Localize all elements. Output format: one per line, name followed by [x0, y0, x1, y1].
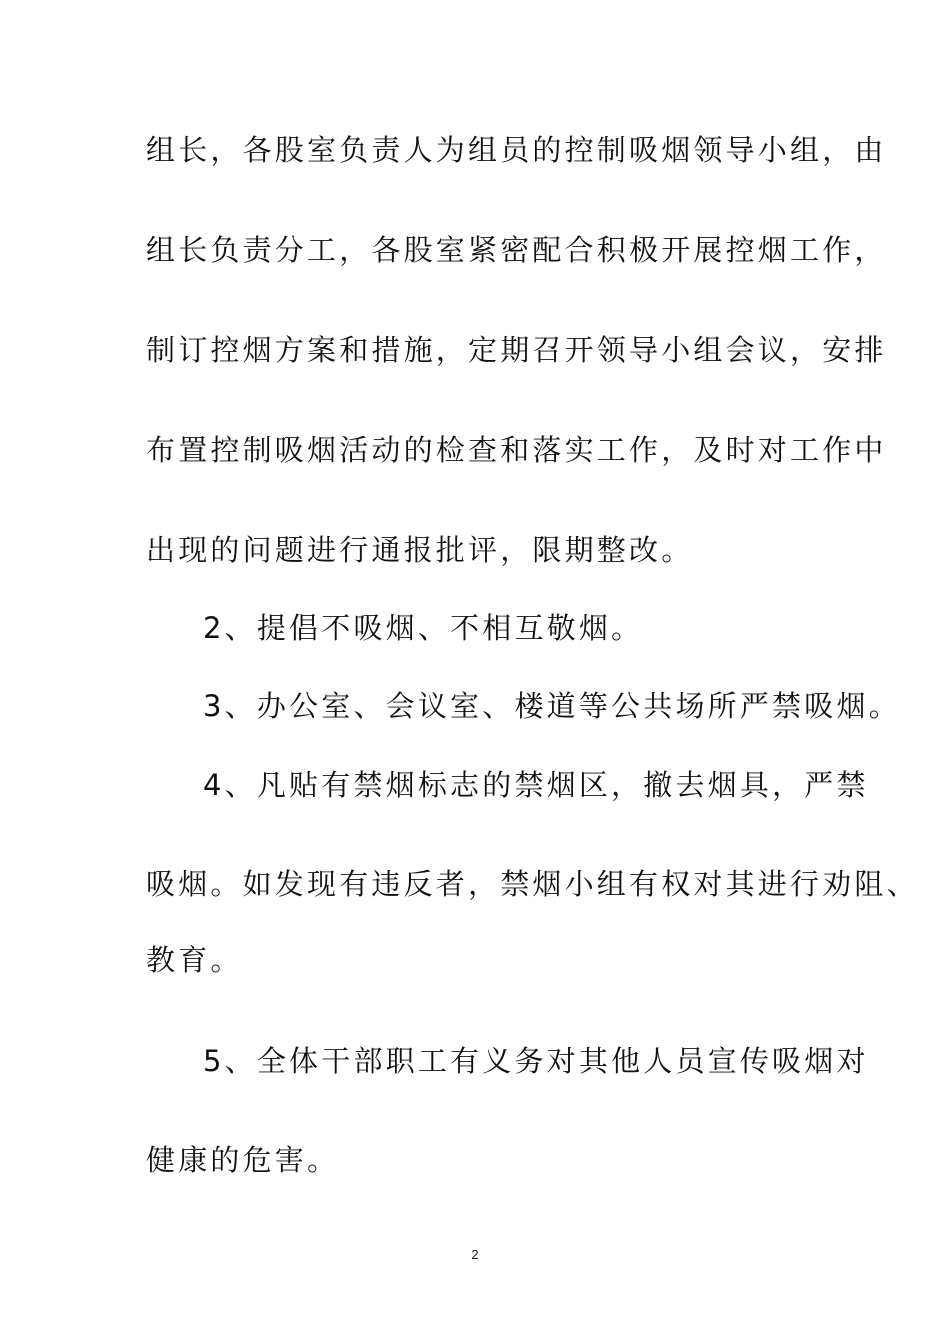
- list-item-5: 5、全体干部职工有义务对其他人员宣传吸烟对: [203, 1044, 869, 1078]
- text-line: 制订控烟方案和措施，定期召开领导小组会议，安排: [146, 333, 887, 367]
- list-item-2: 2、提倡不吸烟、不相互敬烟。: [203, 611, 644, 645]
- text-line: 出现的问题进行通报批评，限期整改。: [146, 533, 694, 567]
- text-line: 健康的危害。: [146, 1143, 340, 1177]
- text-line: 组长负责分工，各股室紧密配合积极开展控烟工作，: [146, 233, 887, 267]
- list-item-3: 3、办公室、会议室、楼道等公共场所严禁吸烟。: [203, 689, 901, 723]
- page-number: 2: [471, 1247, 479, 1262]
- text-line: 组长，各股室负责人为组员的控制吸烟领导小组，由: [146, 133, 887, 167]
- text-line: 教育。: [146, 943, 243, 977]
- text-line: 布置控制吸烟活动的检查和落实工作，及时对工作中: [146, 433, 887, 467]
- list-item-4: 4、凡贴有禁烟标志的禁烟区，撤去烟具，严禁: [203, 768, 869, 802]
- text-line: 吸烟。如发现有违反者，禁烟小组有权对其进行劝阻、: [146, 867, 919, 901]
